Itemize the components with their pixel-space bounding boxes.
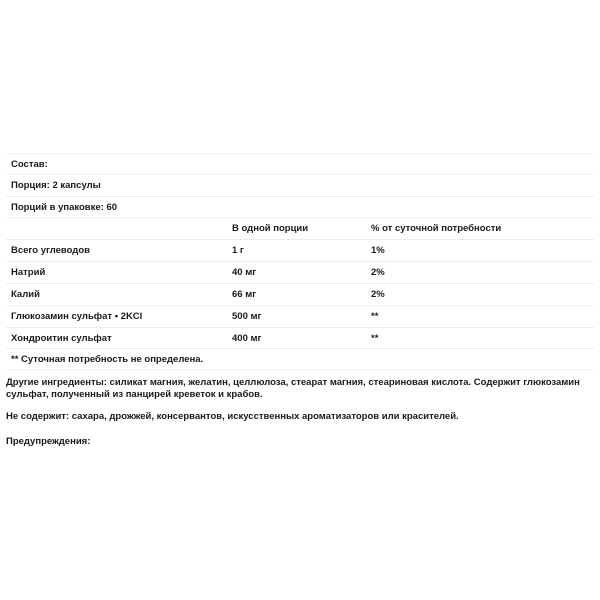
nutrient-amount: 500 мг xyxy=(232,311,262,322)
servings-per-container-row xyxy=(6,197,594,218)
nutrient-amount: 66 мг xyxy=(232,289,257,300)
serving-size: Порция: 2 капсулы xyxy=(11,180,101,191)
table-row xyxy=(6,262,594,284)
does-not-contain: Не содержит: сахара, дрожжей, консервантов, искусственных ароматизаторов или красителей. xyxy=(6,411,459,422)
table-row xyxy=(6,328,594,349)
other-ingredients: Другие ингредиенты: силикат магния, желатин, целлюлоза, стеарат магния, стеариновая кислота. Содержит глюкозамин сульфат, полученный из панцирей креветок и крабов. xyxy=(6,377,580,400)
nutrient-name: Натрий xyxy=(11,267,46,278)
nutrient-daily-value: 2% xyxy=(371,267,385,278)
header-daily-value: % от суточной потребности xyxy=(371,223,502,234)
servings-per-container: Порций в упаковке: 60 xyxy=(11,201,118,213)
nutrient-name: Всего углеводов xyxy=(11,245,90,256)
nutrient-daily-value: ** xyxy=(371,332,379,344)
nutrient-name: Калий xyxy=(11,289,40,300)
table-row xyxy=(6,240,594,262)
nutrient-name: Глюкозамин сульфат • 2KCl xyxy=(11,311,143,322)
table-row xyxy=(6,284,594,306)
composition-title: Состав: xyxy=(11,158,48,170)
nutrient-amount: 1 г xyxy=(232,245,244,256)
supplement-facts-table xyxy=(6,153,594,370)
warnings-heading: Предупреждения: xyxy=(6,436,91,447)
daily-value-footnote: ** Суточная потребность не определена. xyxy=(11,353,204,365)
footnote-row xyxy=(6,349,594,370)
nutrient-amount: 40 мг xyxy=(232,267,257,278)
nutrient-daily-value: 1% xyxy=(371,245,385,256)
nutrient-daily-value: ** xyxy=(371,311,379,322)
table-header-row xyxy=(6,218,594,240)
table-row xyxy=(6,306,594,328)
composition-title-row xyxy=(6,154,594,175)
serving-size-row xyxy=(6,175,594,197)
nutrient-daily-value: 2% xyxy=(371,289,385,300)
nutrient-amount: 400 мг xyxy=(232,332,262,344)
nutrient-name: Хондроитин сульфат xyxy=(11,332,112,344)
header-per-serving: В одной порции xyxy=(232,223,309,234)
